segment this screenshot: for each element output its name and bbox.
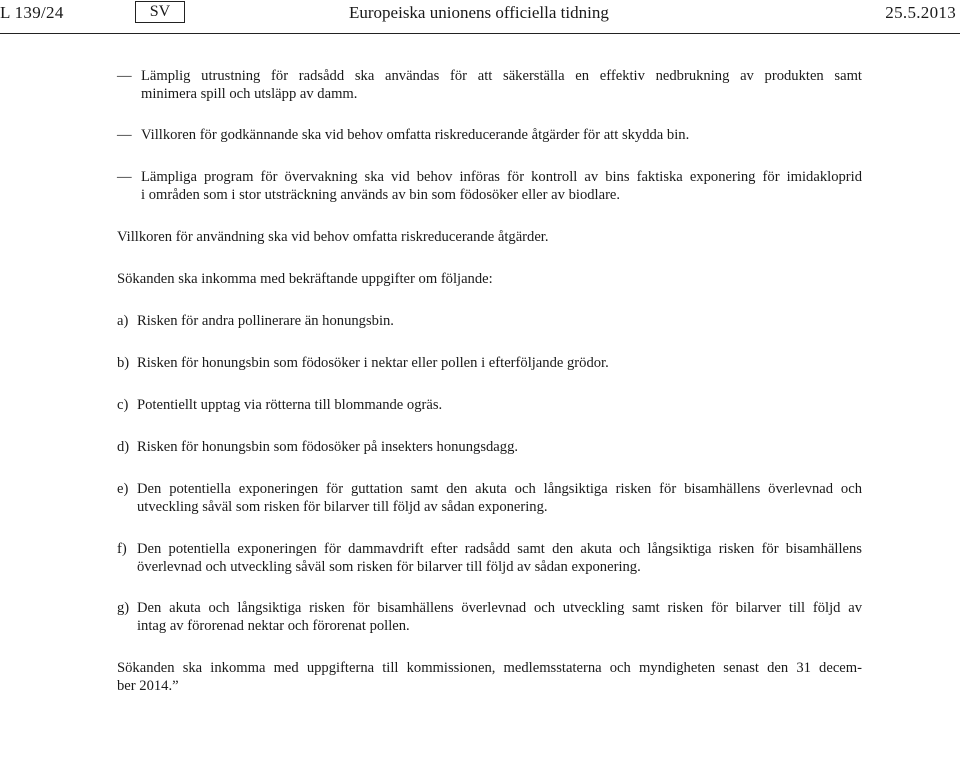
page-reference: L 139/24 [0,3,64,22]
list-item-f [117,540,862,576]
dash-marker: — [117,127,132,143]
list-item-line: intag av förorenad nektar och förorenat pollen. [137,618,410,634]
dash-item-equipment [117,67,862,103]
language-badge: SV [135,1,185,23]
publication-date: 25.5.2013 [885,3,956,22]
paragraph-conditions: Villkoren för användning ska vid behov omfatta riskreducerande åtgärder. [117,229,549,245]
list-item-c [117,396,862,414]
journal-title: Europeiska unionens officiella tidning [349,3,609,22]
list-item-line: Den akuta och långsiktiga risken för bisamhällens överlevnad och utveckling samt risken för bilarver till följd av [137,600,862,616]
list-marker: b) [117,355,130,371]
list-item-line: Risken för honungsbin som födosöker på insekters honungsdagg. [137,439,519,455]
dash-item-approval [117,126,862,144]
list-marker: g) [117,600,130,616]
dash-item-line: Lämplig utrustning för radsådd ska användas för att säkerställa en effektiv nedbrukning av produkten samt [141,68,862,84]
list-marker: e) [117,481,129,497]
dash-item-line: minimera spill och utsläpp av damm. [141,86,358,102]
list-marker: d) [117,439,130,455]
paragraph-line: ber 2014.” [117,678,179,694]
list-marker: a) [117,313,129,329]
list-item-line: Risken för honungsbin som födosöker i nektar eller pollen i efterföljande grödor. [137,355,609,371]
list-item-line: utveckling såväl som risken för bilarver till följd av sådan exponering. [137,499,548,515]
list-item-line: Potentiellt upptag via rötterna till blommande ogräs. [137,397,443,413]
dash-item-line: i områden som i stor utsträckning används av bin som födosöker eller av biodlare. [141,187,621,203]
paragraph-line: Sökanden ska inkomma med uppgifterna till kommissionen, medlemsstaterna och myndigheten senast den 31 decem- [117,660,862,676]
list-item-line: Den potentiella exponeringen för guttation samt den akuta och långsiktiga risken för bisamhällens överlevnad och [137,481,862,497]
list-item-line: överlevnad och utveckling såväl som risken för bilarver till följd av sådan exponering. [137,559,641,575]
dash-item-line: Lämpliga program för övervakning ska vid behov införas för kontroll av bins faktiska exponering för imidakloprid [141,169,862,185]
list-item-g [117,599,862,635]
dash-item-monitoring [117,168,862,204]
page-header [0,0,960,34]
dash-marker: — [117,169,132,185]
list-item-d [117,438,862,456]
paragraph-applicant: Sökanden ska inkomma med bekräftande uppgifter om följande: [117,271,493,287]
paragraph-final [117,659,862,695]
dash-item-line: Villkoren för godkännande ska vid behov omfatta riskreducerande åtgärder för att skydda bin. [141,127,690,143]
list-marker: c) [117,397,129,413]
list-item-e [117,480,862,516]
list-item-line: Den potentiella exponeringen för dammavdrift efter radsådd samt den akuta och långsiktiga risken för bisamhällens [137,541,862,557]
list-item-b [117,354,862,372]
list-item-line: Risken för andra pollinerare än honungsbin. [137,313,394,329]
list-marker: f) [117,541,127,557]
list-item-a [117,312,862,330]
dash-marker: — [117,68,132,84]
